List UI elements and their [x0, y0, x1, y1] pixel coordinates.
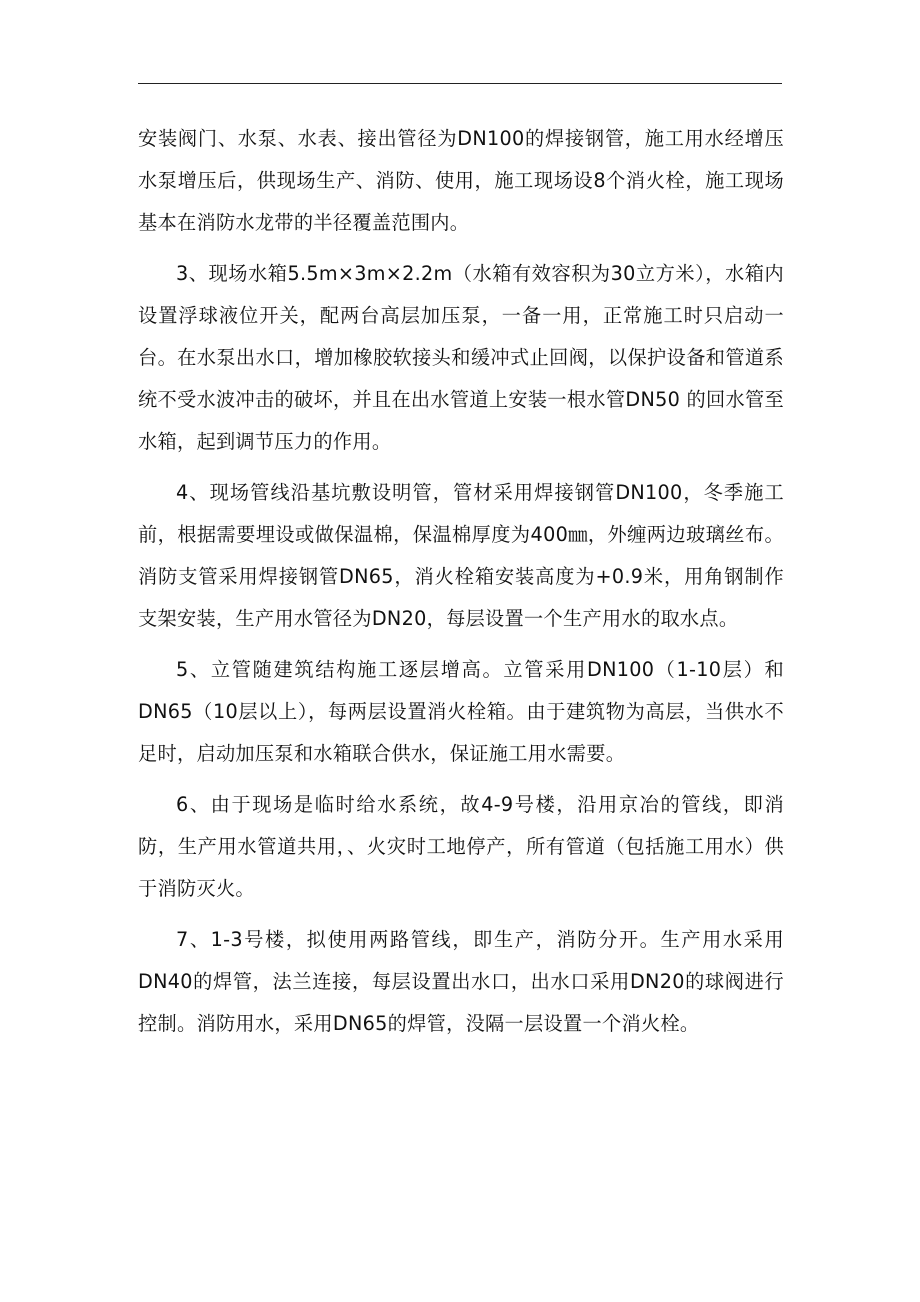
header-rule — [138, 83, 782, 84]
paragraph-item-3-water-tank: 3、现场水箱5.5m×3m×2.2m（水箱有效容积为30立方米），水箱内设置浮球液位开关，配两台高层加压泵，一备一用，正常施工时只启动一台。在水泵出水口，增加橡胶软接头和缓冲式止回阀，以保护设备和管道系统不受水波冲击的破坏，并且在出水管道上安装一根水管DN50 的回水管至水箱，起到调节压力的作用。 — [138, 262, 784, 453]
paragraph-item-7-buildings-1-3: 7、1-3号楼，拟使用两路管线，即生产，消防分开。生产用水采用DN40的焊管，法兰连接，每层设置出水口，出水口采用DN20的球阀进行控制。消防用水，采用DN65的焊管，没隔一层设置一个消火栓。 — [138, 928, 784, 1035]
paragraph-item-6-temporary-system: 6、由于现场是临时给水系统，故4-9号楼，沿用京冶的管线，即消防，生产用水管道共用，、火灾时工地停产，所有管道（包括施工用水）供于消防灭火。 — [138, 793, 784, 900]
document-body — [138, 118, 784, 1054]
paragraph-item-4-pipeline: 4、现场管线沿基坑敷设明管，管材采用焊接钢管DN100，冬季施工前，根据需要埋设或做保温棉，保温棉厚度为400㎜，外缠两边玻璃丝布。消防支管采用焊接钢管DN65，消火栓箱安装高度为+0.9米，用角钢制作支架安装，生产用水管径为DN20，每层设置一个生产用水的取水点。 — [138, 481, 784, 630]
paragraph-item-5-riser: 5、立管随建筑结构施工逐层增高。立管采用DN100（1-10层）和DN65（10层以上），每两层设置消火栓箱。由于建筑物为高层，当供水不足时，启动加压泵和水箱联合供水，保证施工用水需要。 — [138, 658, 784, 765]
paragraph-water-supply-intro: 安装阀门、水泵、水表、接出管径为DN100的焊接钢管，施工用水经增压水泵增压后，供现场生产、消防、使用，施工现场设8个消火栓，施工现场基本在消防水龙带的半径覆盖范围内。 — [138, 127, 784, 234]
